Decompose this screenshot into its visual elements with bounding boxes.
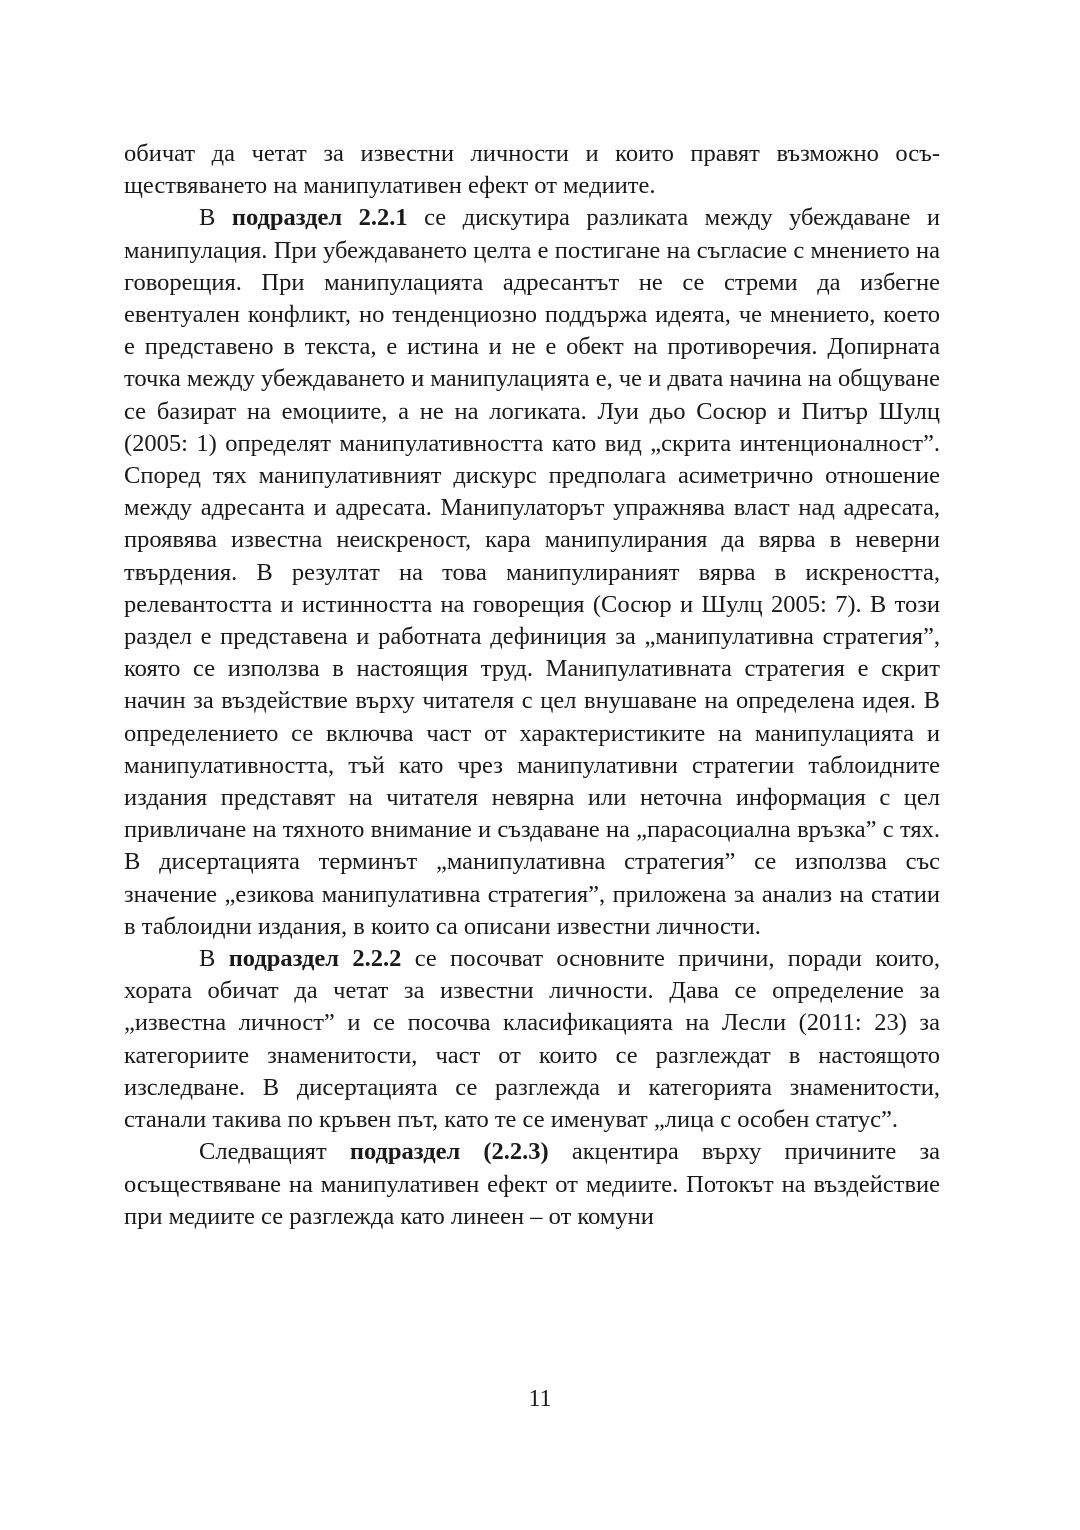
subsection-reference: подраздел (2.2.3): [349, 1138, 549, 1166]
paragraph-text: се посочват основните причини, поради които, хората обичат да четат за известни личности. Дава се определение за „известна личност” и се посочва класификацията на Лесли (2011: 23) за категориите знаменитости, част от които се разглеждат в настоящото изследване. В дисертацията се разглежда и категорията знаменитости, станали такива по кръвен път, като те се именуват „лица с особен статус”.: [124, 945, 940, 1134]
paragraph-subsection-2-2-3: [124, 1136, 940, 1233]
paragraph-text: обичат да четат за известни личности и които правят възможно осъществяването на манипулативен ефект от медиите.: [124, 140, 940, 200]
paragraph-text: Следващият: [199, 1138, 350, 1166]
paragraph-text: акцентира върху причините за осъществяване на манипулативен ефект от медиите. Потокът на въздействие при медиите се разглежда като линеен – от комуни: [124, 1138, 941, 1230]
paragraph-text: В: [199, 204, 232, 232]
paragraph-subsection-2-2-1: [124, 202, 940, 943]
subsection-reference: подраздел 2.2.2: [228, 945, 402, 973]
document-body: [124, 138, 940, 1233]
paragraph-text: се дискутира разликата между убеждаване и манипулация. При убеждаването целта е постигане на съгласие с мнението на говорещия. При манипулацията адресантът не се стреми да избегне евентуален конфликт, но тенденциозно поддържа идеята, че мнението, което е представено в текста, е истина и не е обект на противоречия. Допирната точка между убеждаването и манипулацията е, че и двата начина на общуване се базират на емоциите, а не на логиката. Луи дьо Сосюр и Питър Шулц (2005: 1) определят манипулативността като вид „скрита интенционалност”. Според тях манипулативният дискурс предполага асиметрично отношение между адресанта и адресата. Манипулаторът упражнява власт над адресата, проявява известна неискреност, кара манипулирания да вярва в неверни твърдения. В резултат на това манипулираният вярва в искреността, релевантостта и истинността на говорещия (Сосюр и Шулц 2005: 7). В този раздел е представена и работната дефиниция за „манипулативна стратегия”, която се използва в настоящия труд. Манипулативната стратегия е скрит начин за въздействие върху читателя с цел внушаване на определена идея. В определението се включва част от характеристиките на манипулацията и манипулативността, тъй като чрез манипулативни стратегии таблоидните издания представят на читателя невярна или неточна информация с цел привличане на тяхното внимание и създаване на „парасоциална връзка” с тях. В дисертацията терминът „манипулативна стратегия” се използва със значение „езикова манипулативна стратегия”, приложена за анализ на статии в таблоидни издания, в които са описани известни личности.: [124, 204, 940, 940]
subsection-reference: подраздел 2.2.1: [231, 204, 408, 232]
paragraph-intro-continuation: [124, 138, 940, 202]
page-number: 11: [528, 1386, 552, 1412]
paragraph-subsection-2-2-2: [124, 943, 940, 1136]
paragraph-text: В: [199, 945, 229, 973]
